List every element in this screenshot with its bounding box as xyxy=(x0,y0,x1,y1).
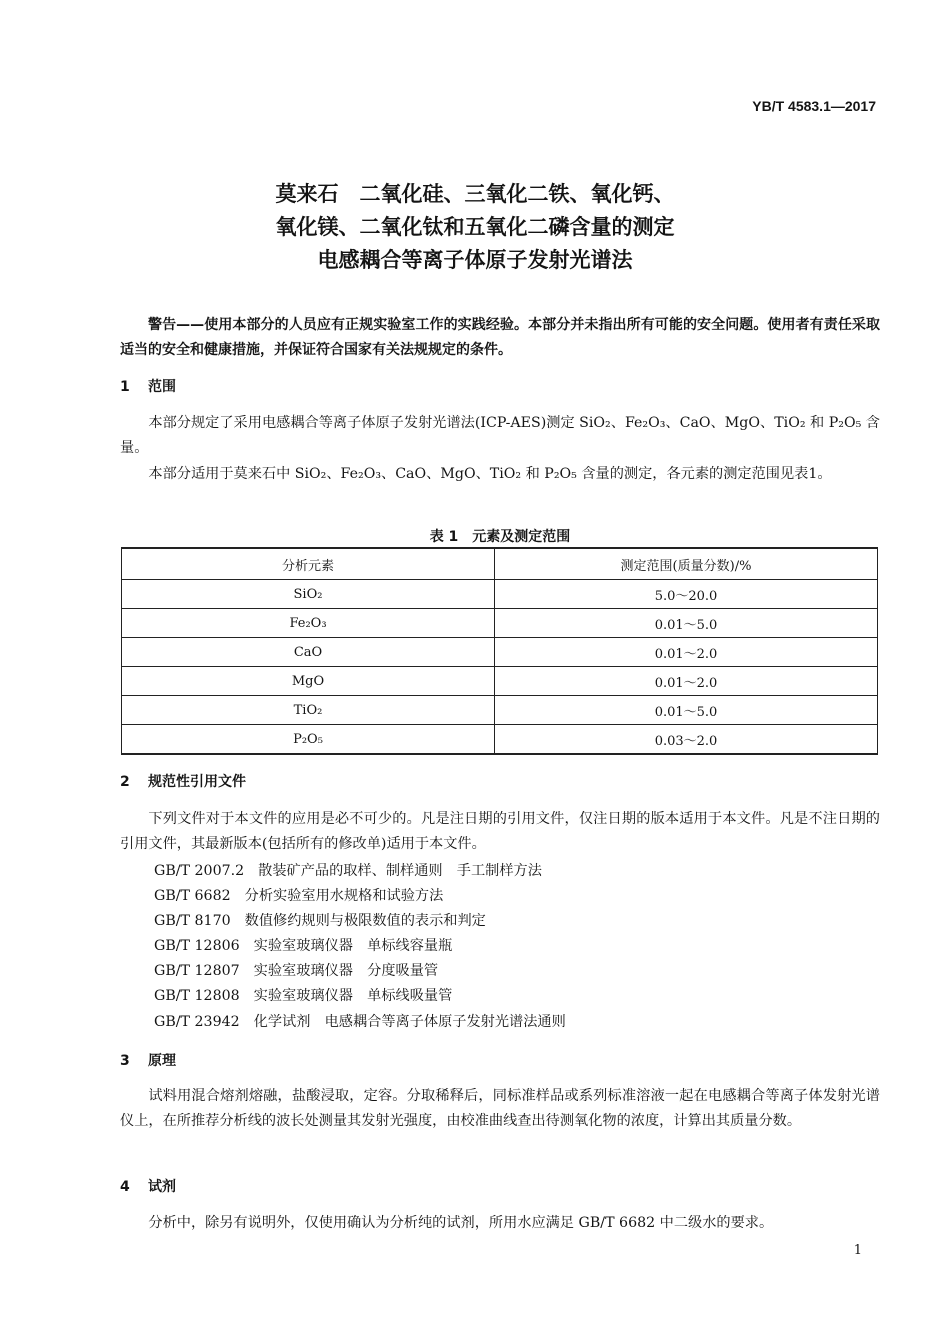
reference-code: GB/T 2007.2 xyxy=(154,863,245,879)
reference-item xyxy=(154,985,452,1005)
reference-title: 数值修约规则与极限数值的表示和判定 xyxy=(244,913,486,929)
section-number: 4 xyxy=(120,1179,130,1195)
reference-code: GB/T 12807 xyxy=(154,963,240,979)
reference-code: GB/T 6682 xyxy=(154,888,231,904)
reagents-paragraph: 分析中，除另有说明外，仅使用确认为分析纯的试剂，所用水应满足 GB/T 6682 中二级水的要求。 xyxy=(148,1215,774,1231)
table-header-row xyxy=(122,548,878,580)
table-caption: 表 1 元素及测定范围 xyxy=(429,529,571,545)
reference-item xyxy=(154,860,542,880)
section-title: 范围 xyxy=(148,379,176,395)
reference-item xyxy=(154,1011,566,1031)
table-cell: MgO xyxy=(122,667,495,696)
table-cell: 5.0～20.0 xyxy=(495,580,878,609)
reference-code: GB/T 23942 xyxy=(154,1014,240,1030)
table-cell: SiO₂ xyxy=(122,580,495,609)
column-header: 分析元素 xyxy=(122,548,495,580)
table-cell: 0.01～5.0 xyxy=(495,696,878,725)
reference-title: 实验室玻璃仪器 单标线容量瓶 xyxy=(253,938,453,954)
reference-code: GB/T 12806 xyxy=(154,938,240,954)
table-cell: TiO₂ xyxy=(122,696,495,725)
scope-paragraph-2: 本部分适用于莫来石中 SiO₂、Fe₂O₃、CaO、MgO、TiO₂ 和 P₂O₅ 含量的测定，各元素的测定范围见表1。 xyxy=(148,466,832,482)
section-title: 规范性引用文件 xyxy=(148,774,246,790)
section-1-heading xyxy=(120,376,176,396)
section-number: 3 xyxy=(120,1053,130,1069)
table-cell: 0.01～2.0 xyxy=(495,667,878,696)
reference-item xyxy=(154,910,486,930)
references-intro: 下列文件对于本文件的应用是必不可少的。凡是注日期的引用文件，仅注日期的版本适用于本文件。凡是不注日期的引用文件，其最新版本(包括所有的修改单)适用于本文件。 xyxy=(120,811,880,852)
section-title: 原理 xyxy=(148,1053,176,1069)
section-2-heading xyxy=(120,771,246,791)
table-row xyxy=(122,609,878,638)
table-row xyxy=(122,580,878,609)
reference-title: 散装矿产品的取样、制样通则 手工制样方法 xyxy=(258,863,542,879)
table-cell: 0.01～2.0 xyxy=(495,638,878,667)
document-title-line-3: 电感耦合等离子体原子发射光谱法 xyxy=(317,248,633,272)
table-cell: 0.03～2.0 xyxy=(495,725,878,755)
reference-title: 分析实验室用水规格和试验方法 xyxy=(244,888,444,904)
table-cell: CaO xyxy=(122,638,495,667)
table-row xyxy=(122,725,878,755)
reference-title: 化学试剂 电感耦合等离子体原子发射光谱法通则 xyxy=(253,1014,566,1030)
section-4-heading xyxy=(120,1176,176,1196)
column-header: 测定范围(质量分数)/% xyxy=(495,548,878,580)
page-number: 1 xyxy=(853,1243,862,1258)
document-title-line-2: 氧化镁、二氧化钛和五氧化二磷含量的测定 xyxy=(275,215,675,239)
table-row xyxy=(122,638,878,667)
safety-warning: 警告——使用本部分的人员应有正规实验室工作的实践经验。本部分并未指出所有可能的安全问题。使用者有责任采取适当的安全和健康措施，并保证符合国家有关法规规定的条件。 xyxy=(120,317,880,358)
reference-title: 实验室玻璃仪器 单标线吸量管 xyxy=(253,988,453,1004)
table-row xyxy=(122,667,878,696)
section-3-heading xyxy=(120,1050,176,1070)
reference-code: GB/T 8170 xyxy=(154,913,231,929)
reference-item xyxy=(154,935,452,955)
section-number: 2 xyxy=(120,774,130,790)
section-title: 试剂 xyxy=(148,1179,176,1195)
principle-paragraph: 试料用混合熔剂熔融，盐酸浸取，定容。分取稀释后，同标准样品或系列标准溶液一起在电感耦合等离子体发射光谱仪上，在所推荐分析线的波长处测量其发射光强度，由校准曲线查出待测氧化物的浓度，计算出其质量分数。 xyxy=(120,1088,880,1129)
table-cell: Fe₂O₃ xyxy=(122,609,495,638)
reference-code: GB/T 12808 xyxy=(154,988,240,1004)
element-range-table xyxy=(121,547,878,755)
document-title-line-1: 莫来石 二氧化硅、三氧化二铁、氧化钙、 xyxy=(275,182,675,206)
standard-code: YB/T 4583.1—2017 xyxy=(752,98,876,114)
section-number: 1 xyxy=(120,379,130,395)
scope-paragraph-1: 本部分规定了采用电感耦合等离子体原子发射光谱法(ICP-AES)测定 SiO₂、Fe₂O₃、CaO、MgO、TiO₂ 和 P₂O₅ 含量。 xyxy=(120,415,880,456)
table-cell: 0.01～5.0 xyxy=(495,609,878,638)
reference-item xyxy=(154,885,443,905)
reference-item xyxy=(154,960,438,980)
table-row xyxy=(122,696,878,725)
reference-title: 实验室玻璃仪器 分度吸量管 xyxy=(253,963,439,979)
table-cell: P₂O₅ xyxy=(122,725,495,755)
